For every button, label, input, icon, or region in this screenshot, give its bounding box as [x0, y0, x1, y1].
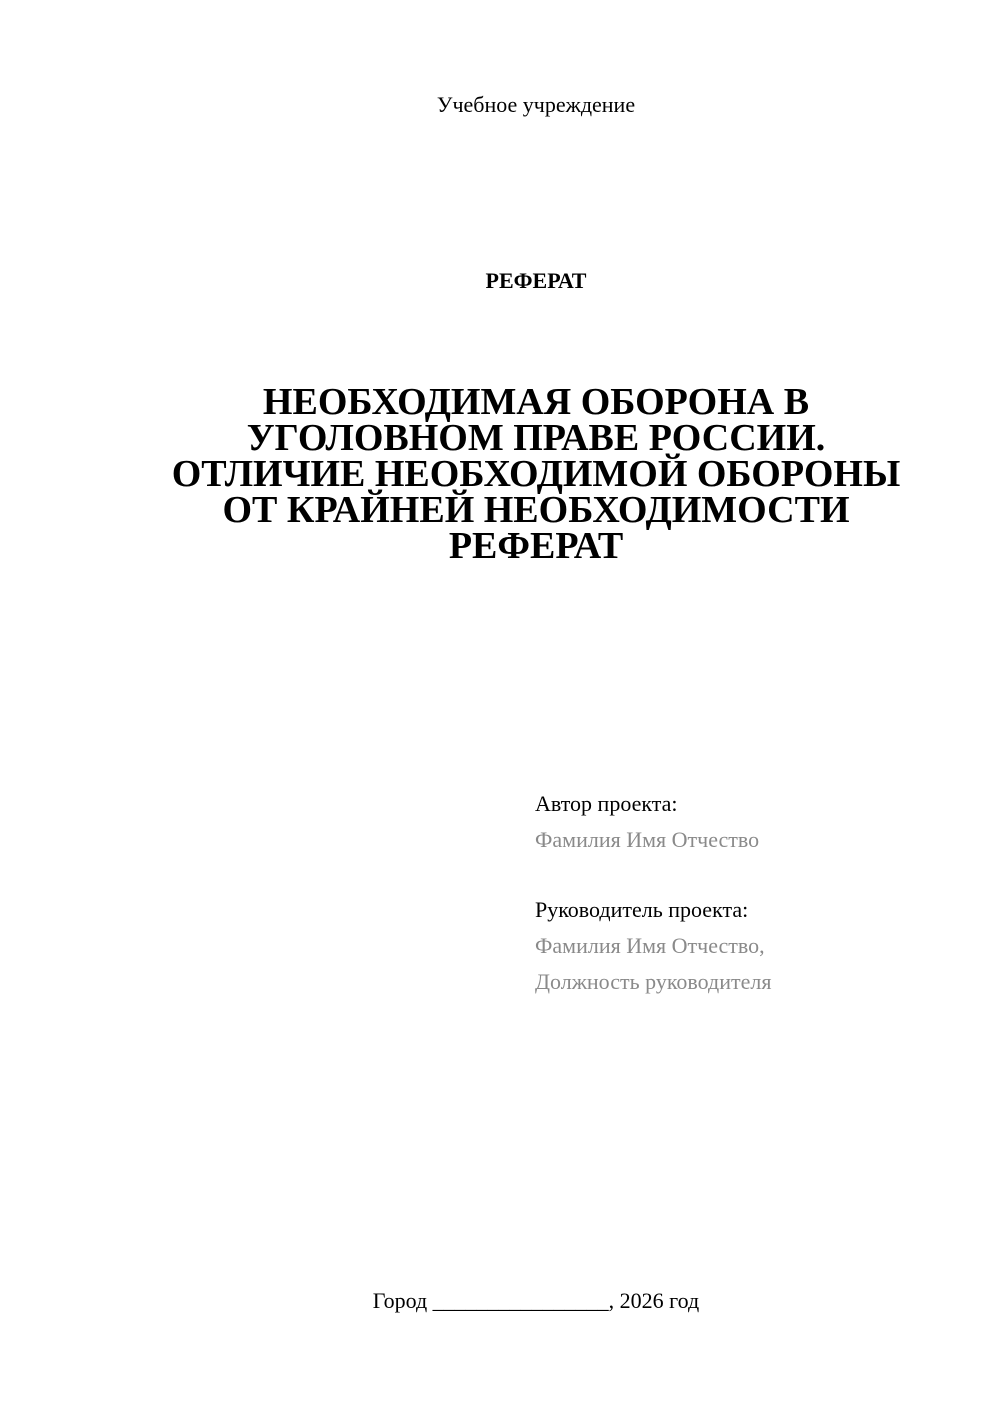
author-block	[535, 786, 759, 858]
supervisor-block	[535, 892, 771, 1000]
document-title	[100, 381, 972, 567]
supervisor-label: Руководитель проекта:	[535, 897, 749, 922]
title-line: ОТЛИЧИЕ НЕОБХОДИМОЙ ОБОРОНЫ	[171, 453, 901, 495]
author-label: Автор проекта:	[535, 791, 678, 816]
document-type: РЕФЕРАТ	[485, 268, 587, 293]
title-line: УГОЛОВНОМ ПРАВЕ РОССИИ.	[246, 417, 826, 459]
institution-name: Учебное учреждение	[436, 92, 636, 117]
author-name: Фамилия Имя Отчество	[535, 827, 760, 852]
supervisor-name: Фамилия Имя Отчество,	[535, 933, 765, 958]
city-year-footer: Город ________________, 2026 год	[372, 1288, 700, 1313]
title-line: НЕОБХОДИМАЯ ОБОРОНА В	[262, 381, 810, 423]
supervisor-position: Должность руководителя	[535, 969, 772, 994]
title-line: РЕФЕРАТ	[448, 525, 624, 567]
title-line: ОТ КРАЙНЕЙ НЕОБХОДИМОСТИ	[222, 489, 850, 531]
